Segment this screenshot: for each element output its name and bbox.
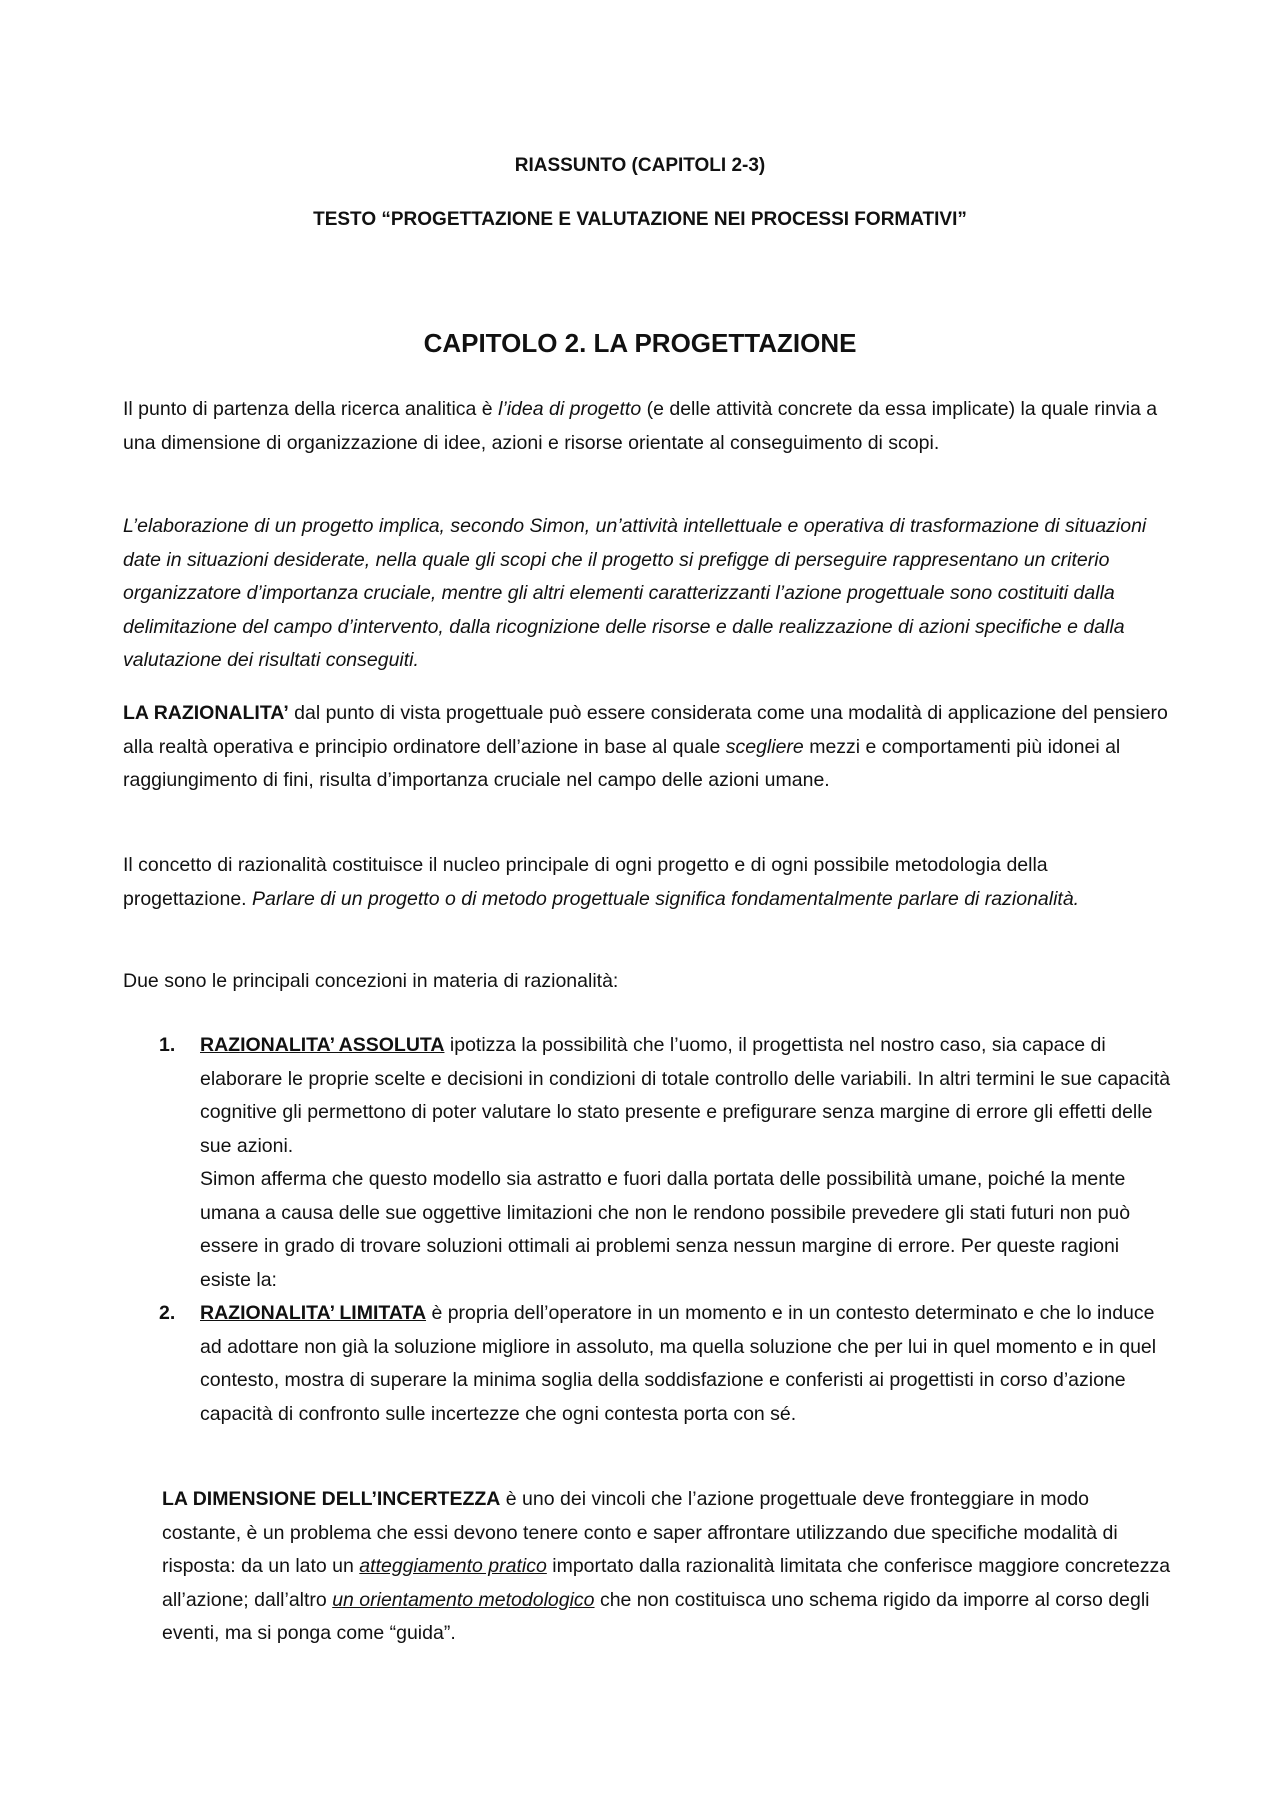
list-item-assoluta: [153, 1029, 1173, 1297]
paragraph-razionalita-text-b: mezzi e comportamenti più idonei al raggiungimento di fini, risulta d’importanza cruciale nel campo delle azioni umane.: [123, 735, 1121, 791]
paragraph-concetto-italic: Parlare di un progetto o di metodo progettuale significa fondamentalmente parlare di razionalità.: [252, 887, 1080, 910]
paragraph-intro: [123, 393, 1173, 460]
paragraph-incertezza-underline-1: atteggiamento pratico: [359, 1555, 547, 1577]
list-item-body: [200, 1029, 1173, 1163]
list-item-term: RAZIONALITA’ LIMITATA: [200, 1302, 427, 1324]
paragraph-incertezza: [162, 1483, 1172, 1651]
paragraph-incertezza-text-b: importato dalla razionalità limitata che conferisce maggiore concretezza all’azione; dall’altro: [162, 1555, 1171, 1611]
list-item-body: [200, 1297, 1173, 1431]
list-item-text: ipotizza la possibilità che l’uomo, il progettista nel nostro caso, sia capace di elaborare le proprie scelte e decisioni in condizioni di totale controllo delle variabili. In altri termini le sue capacità cognitive gli permettono di poter valutare lo stato presente e prefigurare senza margine di errore gli effetti delle sue azioni.: [200, 1034, 1171, 1157]
list-item-text: è propria dell’operatore in un momento e in un contesto determinato e che lo induce ad adottare non già la soluzione migliore in assoluto, ma quella soluzione che per lui in quel momento e in quel contesto, mostra di superare la minima soglia della soddisfazione e conferisti ai progettisti in corso d’azione capacità di confronto sulle incertezze che ogni contesta porta con sé.: [200, 1302, 1157, 1425]
list-number: 1.: [159, 1034, 176, 1056]
paragraph-incertezza-text-a: è uno dei vincoli che l’azione progettuale deve fronteggiare in modo costante, è un problema che essi devono tenere conto e saper affrontare utilizzando due specifiche modalità di risposta: da un lato un: [162, 1488, 1118, 1577]
paragraph-intro-text-a: Il punto di partenza della ricerca analitica è: [123, 398, 499, 420]
list-item-limitata: [153, 1297, 1173, 1431]
paragraph-concetto-text: Il concetto di razionalità costituisce il nucleo principale di ogni progetto e di ogni possibile metodologia della progettazione.: [123, 854, 1048, 910]
chapter-title: CAPITOLO 2. LA PROGETTAZIONE: [423, 328, 857, 358]
list-number: 2.: [159, 1302, 176, 1324]
list-item-extra: Simon afferma che questo modello sia astratto e fuori dalla portata delle possibilità umane, poiché la mente umana a causa delle sue oggettive limitazioni che non le rendono possibile prevedere gli stati futuri non può essere in grado di trovare soluzioni ottimali ai problemi senza nessun margine di errore. Per queste ragioni esiste la:: [200, 1168, 1131, 1291]
paragraph-razionalita-text-a: dal punto di vista progettuale può essere considerata come una modalità di applicazione del pensiero alla realtà operativa e principio ordinatore dell’azione in base al quale: [123, 702, 1168, 758]
paragraph-incertezza-text-c: che non costituisca uno schema rigido da imporre al corso degli eventi, ma si ponga come “guida”.: [162, 1588, 1150, 1644]
paragraph-concezioni: Due sono le principali concezioni in materia di razionalità:: [123, 970, 619, 992]
paragraph-simon: L’elaborazione di un progetto implica, secondo Simon, un’attività intellettuale e operativa di trasformazione di situazioni date in situazioni desiderate, nella quale gli scopi che il progetto si prefigge di perseguire rappresentano un criterio organizzatore d’importanza cruciale, mentre gli altri elementi caratterizzanti l’azione progettuale sono costituiti dalla delimitazione del campo d’intervento, dalla ricognizione delle risorse e dalle realizzazione di azioni specifiche e dalla valutazione dei risultati conseguiti.: [123, 515, 1147, 671]
list-item-term: RAZIONALITA’ ASSOLUTA: [200, 1034, 445, 1056]
paragraph-razionalita: [123, 697, 1173, 798]
header-title: RIASSUNTO (CAPITOLI 2-3): [514, 155, 766, 176]
paragraph-concetto: [123, 849, 1173, 916]
paragraph-incertezza-term: LA DIMENSIONE DELL’INCERTEZZA: [162, 1488, 501, 1510]
paragraph-razionalita-italic: scegliere: [725, 735, 804, 758]
paragraph-incertezza-underline-2: un orientamento metodologico: [332, 1588, 595, 1611]
paragraph-razionalita-term: LA RAZIONALITA’: [123, 702, 289, 724]
concezioni-list: [153, 1029, 1173, 1431]
header-subtitle: TESTO “PROGETTAZIONE E VALUTAZIONE NEI PROCESSI FORMATIVI”: [313, 209, 967, 230]
paragraph-intro-italic: l’idea di progetto: [498, 398, 642, 420]
paragraph-intro-text-c: (e delle attività concrete da essa implicate) la quale rinvia a una dimensione di organizzazione di idee, azioni e risorse orientate al conseguimento di scopi.: [123, 398, 1158, 454]
